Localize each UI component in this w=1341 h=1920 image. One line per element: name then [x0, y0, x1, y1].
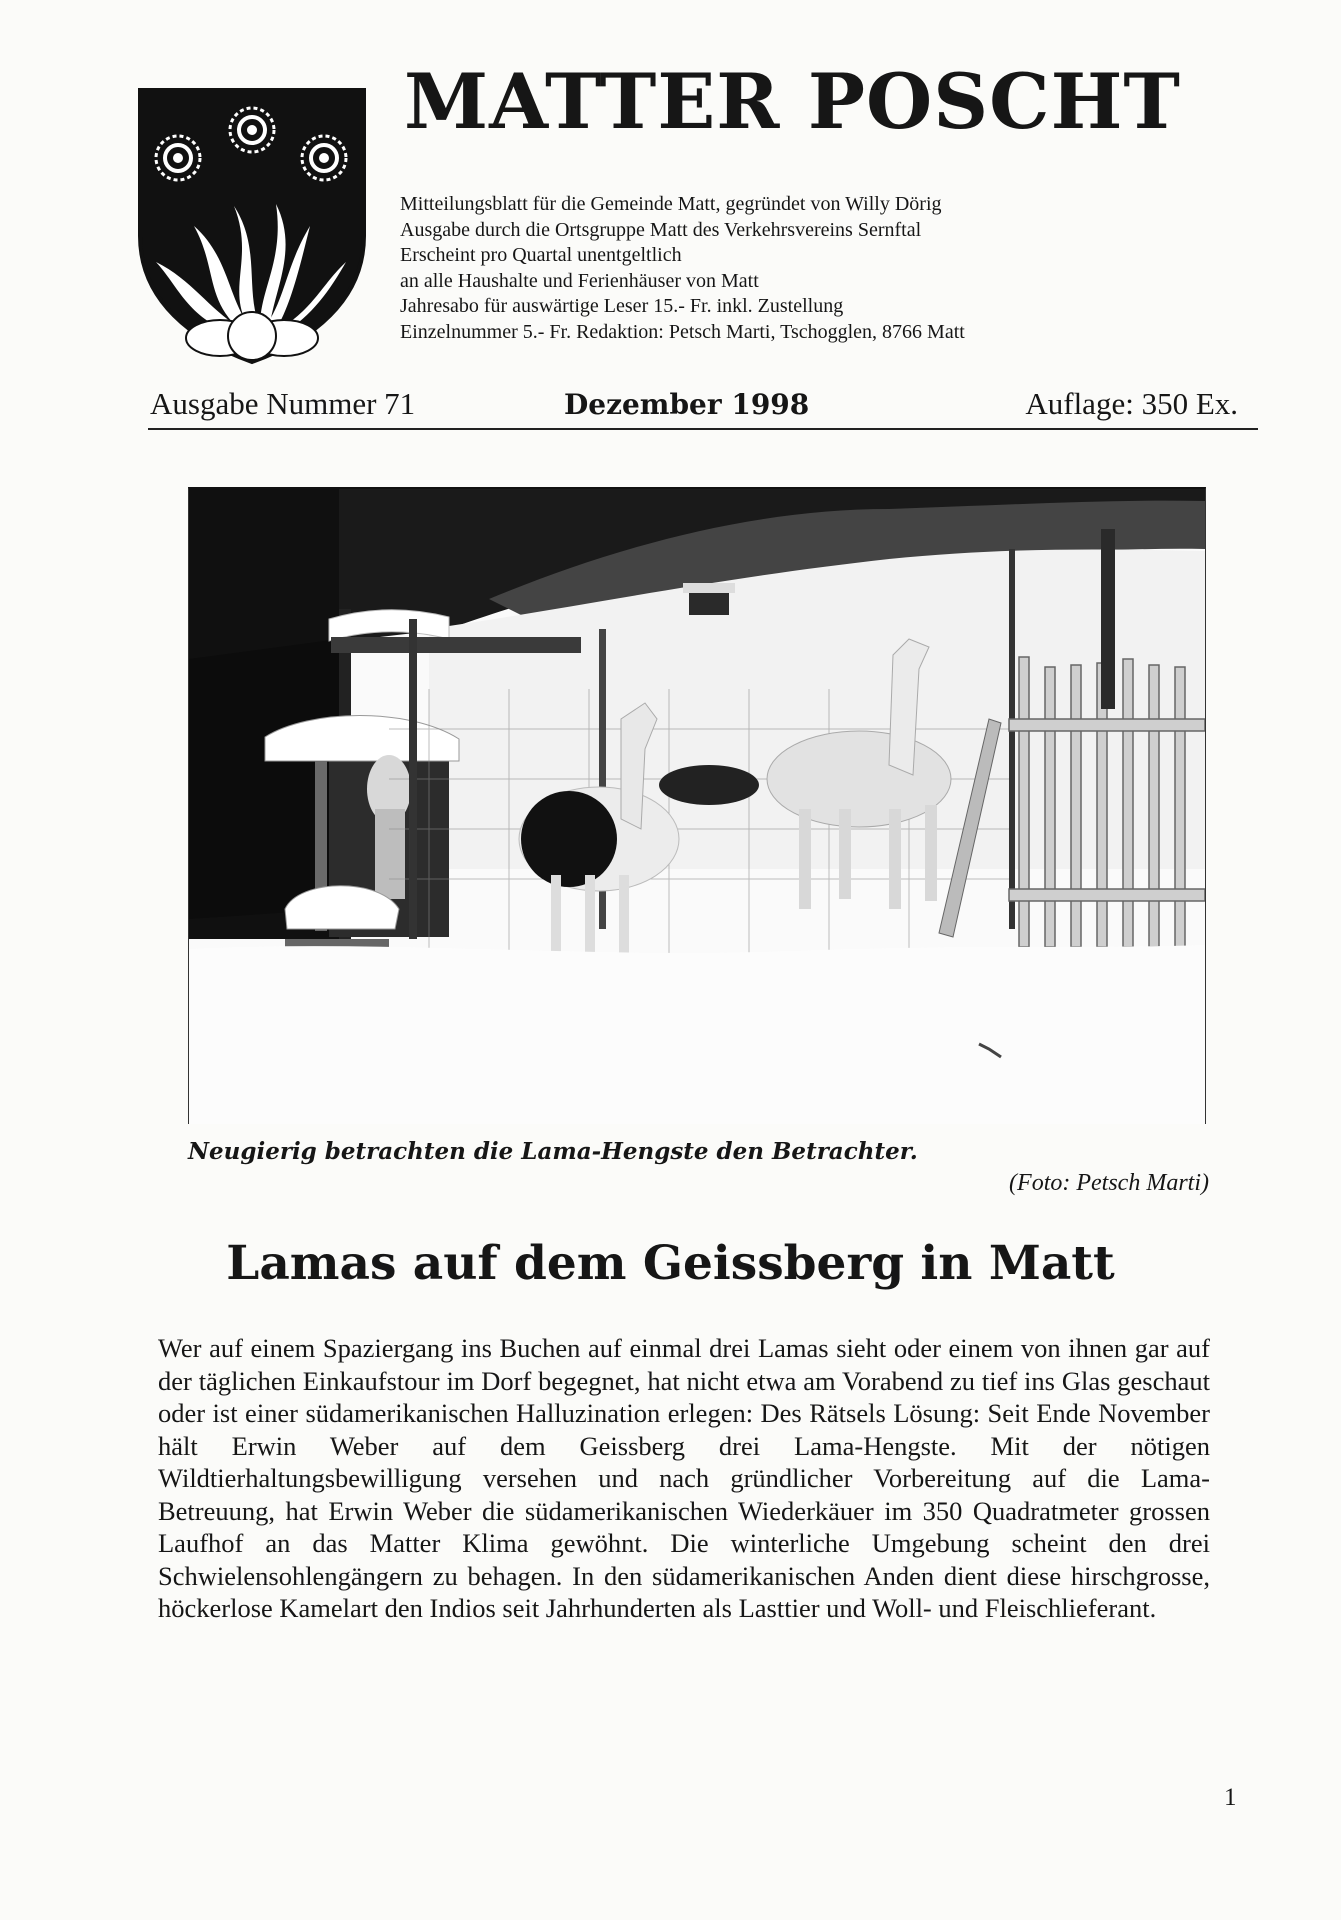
- issue-date: Dezember 1998: [564, 388, 810, 421]
- info-line: Einzelnummer 5.- Fr. Redaktion: Petsch Marti, Tschogglen, 8766 Matt: [400, 320, 965, 343]
- info-line: Erscheint pro Quartal unentgeltlich: [400, 244, 682, 266]
- info-line: Ausgabe durch die Ortsgruppe Matt des Verkehrsvereins Sernftal: [400, 218, 922, 241]
- issue-circulation: Auflage: 350 Ex.: [1025, 386, 1238, 421]
- masthead-info: [400, 192, 1220, 345]
- article-headline: Lamas auf dem Geissberg in Matt: [226, 1236, 1115, 1291]
- masthead-title: MATTER POSCHT: [404, 57, 1181, 146]
- llama-photo: [188, 487, 1206, 1124]
- info-line: Mitteilungsblatt für die Gemeinde Matt, gegründet von Willy Dörig: [400, 193, 942, 215]
- coat-of-arms: [136, 86, 368, 366]
- article-body: Wer auf einem Spaziergang ins Buchen auf einmal drei Lamas sieht oder einem von ihnen gar auf der täglichen Einkaufstour im Dorf begegnet, hat nicht etwa am Vorabend zu tief ins Glas geschaut oder ist einer südamerikanischen Halluzination erlegen: Des Rätsels Lösung: Seit Ende November hält Erwin Weber auf dem Geissberg drei Lama-Hengste. Mit der nötigen Wildtierhaltungsbewilligung versehen und nach gründlicher Vorbereitung auf die Lama-Betreuung, hat Erwin Weber die südamerikanischen Wiederkäuer im 350 Quadratmeter grossen Laufhof an das Matter Klima gewöhnt. Die winterliche Umgebung scheint den drei Schwielensohlengängern zu behagen. In den südamerikanischen Anden dient diese hirschgrosse, höckerlose Kamelart den Indios seit Jahrhunderten als Lasttier und Woll- und Fleischlieferant.: [158, 1333, 1210, 1623]
- issue-bar: [148, 386, 1258, 430]
- photo-caption: Neugierig betrachten die Lama-Hengste den Betrachter.: [188, 1138, 918, 1165]
- info-line: Jahresabo für auswärtige Leser 15.- Fr. inkl. Zustellung: [400, 295, 844, 317]
- info-line: an alle Haushalte und Ferienhäuser von Matt: [400, 269, 759, 292]
- page-number: 1: [1224, 1784, 1237, 1811]
- issue-number: Ausgabe Nummer 71: [150, 386, 416, 421]
- photo-credit: (Foto: Petsch Marti): [1009, 1170, 1209, 1196]
